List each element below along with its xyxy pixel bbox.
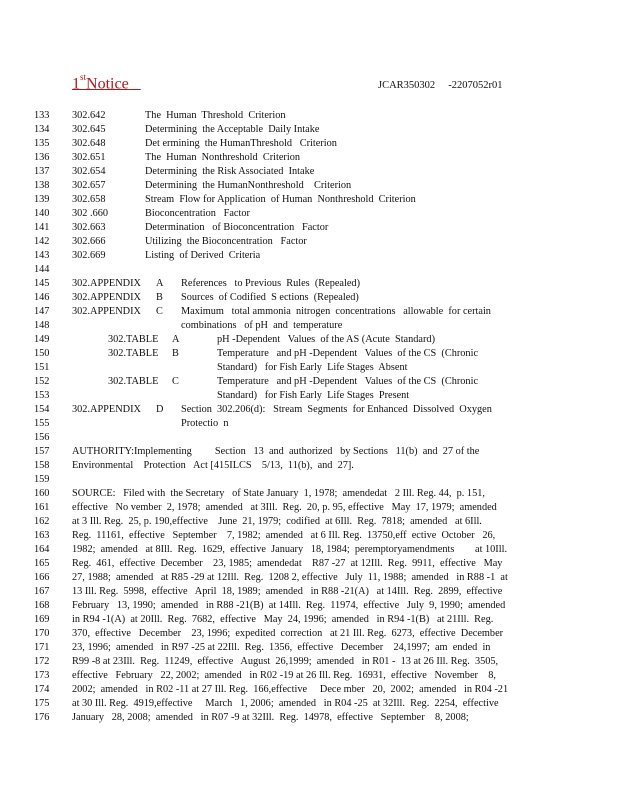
line-number: 141 bbox=[34, 222, 50, 233]
section-number: 302.645 bbox=[72, 124, 106, 135]
toc-line bbox=[0, 207, 618, 221]
table-letter: C bbox=[172, 376, 179, 387]
line-number: 162 bbox=[34, 516, 50, 527]
appendix-letter: A bbox=[156, 278, 164, 289]
line-number: 174 bbox=[34, 684, 50, 695]
table-title: Standard) for Fish Early Life Stages Present bbox=[217, 390, 410, 401]
toc-line bbox=[0, 123, 618, 137]
line-number: 158 bbox=[34, 460, 50, 471]
section-title: Determining the Acceptable Daily Intake bbox=[145, 124, 320, 135]
source-line bbox=[0, 487, 618, 501]
line-number: 161 bbox=[34, 502, 50, 513]
toc-line bbox=[0, 235, 618, 249]
table-label: 302.TABLE bbox=[108, 334, 159, 345]
section-number: 302.666 bbox=[72, 236, 106, 247]
appendix-line bbox=[0, 291, 618, 305]
line-number: 152 bbox=[34, 376, 50, 387]
source-line bbox=[0, 655, 618, 669]
line-number: 170 bbox=[34, 628, 50, 639]
source-text: January 28, 2008; amended in R07 -9 at 32Ill. Reg. 14978, effective September 8, 2008; bbox=[72, 712, 469, 723]
notice-suffix: st bbox=[80, 72, 87, 82]
section-title: The Human Nonthreshold Criterion bbox=[145, 152, 300, 163]
source-text: at 3 Ill. Reg. 25, p. 190,effective June 21, 1979; codified at 6Ill. Reg. 7818; amended at 6Ill. bbox=[72, 516, 482, 527]
source-text: at 30 Ill. Reg. 4919,effective March 1, 2006; amended in R04 -25 at 32Ill. Reg. 2254, effective bbox=[72, 698, 499, 709]
section-title: Determining the Risk Associated Intake bbox=[145, 166, 315, 177]
line-number: 173 bbox=[34, 670, 50, 681]
source-line bbox=[0, 529, 618, 543]
line-number: 147 bbox=[34, 306, 50, 317]
section-number: 302.669 bbox=[72, 250, 106, 261]
appendix-letter: B bbox=[156, 292, 163, 303]
source-line bbox=[0, 585, 618, 599]
line-number: 140 bbox=[34, 208, 50, 219]
source-text: 27, 1988; amended at R85 -29 at 12Ill. Reg. 1208 2, effective July 11, 1988; amended in R88 -1 at bbox=[72, 572, 508, 583]
line-number: 142 bbox=[34, 236, 50, 247]
source-text: R99 -8 at 23Ill. Reg. 11249, effective August 26,1999; amended in R01 - 13 at 26 Ill. Reg. 3505, bbox=[72, 656, 499, 667]
line-number: 171 bbox=[34, 642, 50, 653]
section-number: 302.657 bbox=[72, 180, 106, 191]
source-line bbox=[0, 627, 618, 641]
authority-text: AUTHORITY:Implementing Section 13 and authorized by Sections 11(b) and 27 of the bbox=[72, 446, 480, 457]
source-text: Reg. 11161, effective September 7, 1982; amended at 6 Ill. Reg. 13750,eff ective October 26, bbox=[72, 530, 496, 541]
source-text: effective No vember 2, 1978; amended at 3Ill. Reg. 20, p. 95, effective May 17, 1979; amended bbox=[72, 502, 497, 513]
appendix-continuation bbox=[0, 417, 618, 431]
appendix-label: 302.APPENDIX bbox=[72, 404, 141, 415]
line-number: 155 bbox=[34, 418, 50, 429]
line-number: 165 bbox=[34, 558, 50, 569]
line-number: 153 bbox=[34, 390, 50, 401]
source-text: SOURCE: Filed with the Secretary of State January 1, 1978; amendedat 2 Ill. Reg. 44, p. 151, bbox=[72, 488, 485, 499]
source-line bbox=[0, 501, 618, 515]
source-text: 1982; amended at 8Ill. Reg. 1629, effective January 18, 1984; peremptoryamendments at 10Ill. bbox=[72, 544, 508, 555]
line-number: 166 bbox=[34, 572, 50, 583]
line-number: 163 bbox=[34, 530, 50, 541]
toc-line bbox=[0, 249, 618, 263]
line-number: 160 bbox=[34, 488, 50, 499]
section-title: Det ermining the HumanThreshold Criterion bbox=[145, 138, 337, 149]
appendix-line bbox=[0, 403, 618, 417]
line-number: 167 bbox=[34, 586, 50, 597]
line-number: 156 bbox=[34, 432, 50, 443]
line-number: 134 bbox=[34, 124, 50, 135]
source-line bbox=[0, 515, 618, 529]
toc-line bbox=[0, 193, 618, 207]
source-line bbox=[0, 543, 618, 557]
appendix-title: Section 302.206(d): Stream Segments for Enhanced Dissolved Oxygen bbox=[181, 404, 492, 415]
section-title: The Human Threshold Criterion bbox=[145, 110, 286, 121]
section-title: Utilizing the Bioconcentration Factor bbox=[145, 236, 307, 247]
authority-text: Environmental Protection Act [415ILCS 5/13, 11(b), and 27]. bbox=[72, 460, 354, 471]
section-title: Stream Flow for Application of Human Nonthreshold Criterion bbox=[145, 194, 416, 205]
source-line bbox=[0, 697, 618, 711]
table-line bbox=[0, 361, 618, 375]
line-number: 151 bbox=[34, 362, 50, 373]
source-line bbox=[0, 641, 618, 655]
table-title: Temperature and pH -Dependent Values of the CS (Chronic bbox=[217, 348, 479, 359]
section-number: 302.663 bbox=[72, 222, 106, 233]
toc-line bbox=[0, 221, 618, 235]
table-line bbox=[0, 347, 618, 361]
table-label: 302.TABLE bbox=[108, 348, 159, 359]
notice-ordinal: 1 bbox=[72, 75, 80, 93]
appendix-label: 302.APPENDIX bbox=[72, 306, 141, 317]
blank-line bbox=[0, 431, 618, 445]
table-line bbox=[0, 375, 618, 389]
appendix-continuation-text: Protectio n bbox=[181, 418, 229, 429]
section-title: Listing of Derived Criteria bbox=[145, 250, 261, 261]
source-line bbox=[0, 613, 618, 627]
appendix-letter: D bbox=[156, 404, 164, 415]
line-number: 172 bbox=[34, 656, 50, 667]
toc-line bbox=[0, 109, 618, 123]
line-number: 149 bbox=[34, 334, 50, 345]
document-id: JCAR350302 -2207052r01 bbox=[378, 80, 503, 91]
section-title: Bioconcentration Factor bbox=[145, 208, 250, 219]
section-number: 302.642 bbox=[72, 110, 106, 121]
line-number: 136 bbox=[34, 152, 50, 163]
source-text: Reg. 461, effective December 23, 1985; amendedat R87 -27 at 12Ill. Reg. 9911, effective May bbox=[72, 558, 503, 569]
toc-line bbox=[0, 165, 618, 179]
line-number: 175 bbox=[34, 698, 50, 709]
blank-line bbox=[0, 473, 618, 487]
line-number: 137 bbox=[34, 166, 50, 177]
source-text: February 13, 1990; amended in R88 -21(B) at 14Ill. Reg. 11974, effective July 9, 1990; amended bbox=[72, 600, 506, 611]
source-line bbox=[0, 711, 618, 725]
line-number: 133 bbox=[34, 110, 50, 121]
appendix-label: 302.APPENDIX bbox=[72, 292, 141, 303]
authority-line bbox=[0, 445, 618, 459]
line-number: 145 bbox=[34, 278, 50, 289]
section-title: Determining the HumanNonthreshold Criterion bbox=[145, 180, 352, 191]
table-letter: B bbox=[172, 348, 179, 359]
section-number: 302.658 bbox=[72, 194, 106, 205]
source-line bbox=[0, 557, 618, 571]
blank-line bbox=[0, 263, 618, 277]
source-line bbox=[0, 599, 618, 613]
line-number: 144 bbox=[34, 264, 50, 275]
table-label: 302.TABLE bbox=[108, 376, 159, 387]
appendix-letter: C bbox=[156, 306, 163, 317]
appendix-title: References to Previous Rules (Repealed) bbox=[181, 278, 360, 289]
table-line bbox=[0, 333, 618, 347]
line-number: 168 bbox=[34, 600, 50, 611]
toc-line bbox=[0, 151, 618, 165]
notice-word: Notice bbox=[86, 75, 129, 93]
line-number: 139 bbox=[34, 194, 50, 205]
section-number: 302.648 bbox=[72, 138, 106, 149]
section-number: 302 .660 bbox=[72, 208, 109, 219]
authority-line bbox=[0, 459, 618, 473]
line-number: 176 bbox=[34, 712, 50, 723]
line-number: 143 bbox=[34, 250, 50, 261]
line-number: 146 bbox=[34, 292, 50, 303]
table-title: pH -Dependent Values of the AS (Acute Standard) bbox=[217, 334, 435, 345]
line-number: 159 bbox=[34, 474, 50, 485]
toc-line bbox=[0, 137, 618, 151]
section-number: 302.654 bbox=[72, 166, 106, 177]
source-text: effective February 22, 2002; amended in R02 -19 at 26 Ill. Reg. 16931, effective November 8, bbox=[72, 670, 496, 681]
source-line bbox=[0, 571, 618, 585]
source-line bbox=[0, 683, 618, 697]
source-line bbox=[0, 669, 618, 683]
table-title: Standard) for Fish Early Life Stages Absent bbox=[217, 362, 408, 373]
table-letter: A bbox=[172, 334, 180, 345]
source-text: 23, 1996; amended in R97 -25 at 22Ill. Reg. 1356, effective December 24,1997; am ended in bbox=[72, 642, 491, 653]
line-number: 135 bbox=[34, 138, 50, 149]
appendix-continuation-text: combinations of pH and temperature bbox=[181, 320, 343, 331]
table-line bbox=[0, 389, 618, 403]
source-text: 13 Ill. Reg. 5998, effective April 18, 1989; amended in R88 -21(A) at 14Ill. Reg. 2899, effective bbox=[72, 586, 503, 597]
line-number: 148 bbox=[34, 320, 50, 331]
line-number: 164 bbox=[34, 544, 50, 555]
appendix-title: Sources of Codified S ections (Repealed) bbox=[181, 292, 359, 303]
line-number: 150 bbox=[34, 348, 50, 359]
line-number: 169 bbox=[34, 614, 50, 625]
toc-line bbox=[0, 179, 618, 193]
table-title: Temperature and pH -Dependent Values of the CS (Chronic bbox=[217, 376, 479, 387]
source-text: 370, effective December 23, 1996; expedited correction at 21 Ill. Reg. 6273, effective December bbox=[72, 628, 504, 639]
line-number: 138 bbox=[34, 180, 50, 191]
appendix-line bbox=[0, 277, 618, 291]
source-text: 2002; amended in R02 -11 at 27 Ill. Reg. 166,effective Dece mber 20, 2002; amended in R04 -21 bbox=[72, 684, 509, 695]
appendix-title: Maximum total ammonia nitrogen concentrations allowable for certain bbox=[181, 306, 491, 317]
appendix-label: 302.APPENDIX bbox=[72, 278, 141, 289]
notice-title bbox=[72, 74, 141, 93]
section-number: 302.651 bbox=[72, 152, 106, 163]
appendix-line bbox=[0, 305, 618, 319]
section-title: Determination of Bioconcentration Factor bbox=[145, 222, 329, 233]
line-number: 157 bbox=[34, 446, 50, 457]
source-text: in R94 -1(A) at 20Ill. Reg. 7682, effective May 24, 1996; amended in R94 -1(B) at 21Ill. Reg. bbox=[72, 614, 494, 625]
appendix-continuation bbox=[0, 319, 618, 333]
line-number: 154 bbox=[34, 404, 50, 415]
